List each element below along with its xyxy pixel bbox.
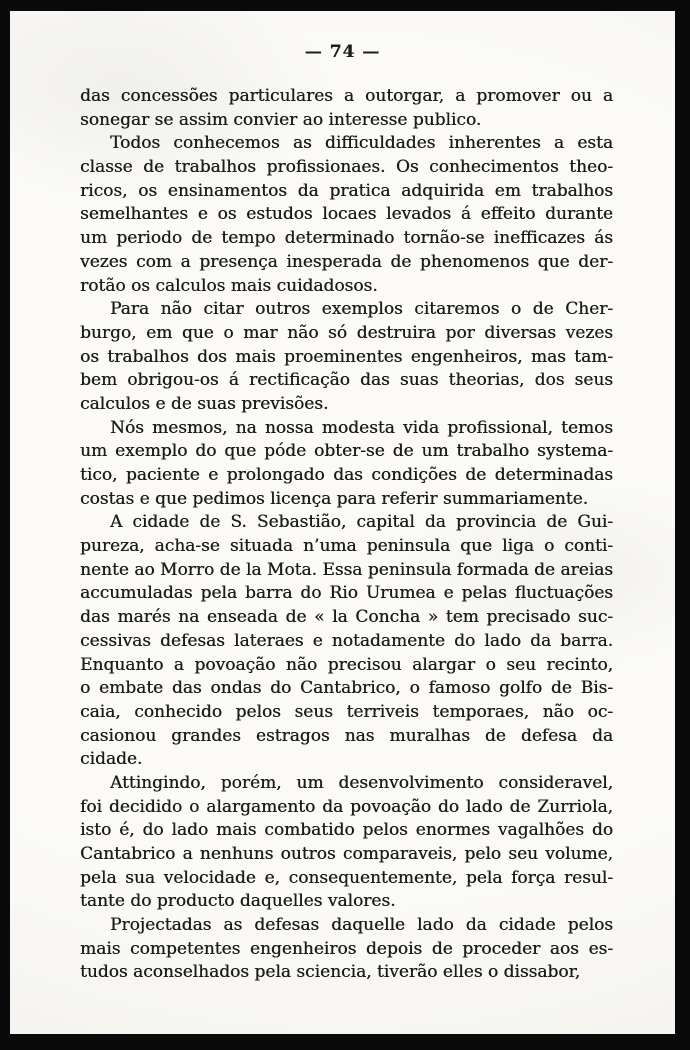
paragraph bbox=[80, 417, 613, 512]
book-page bbox=[10, 11, 675, 1034]
body-text bbox=[80, 85, 613, 985]
paragraph bbox=[80, 511, 613, 772]
text-line: o embate das ondas do Cantabrico, o famoso golfo de Bis- bbox=[80, 678, 613, 699]
text-line: foi decidido o alargamento da povoação do lado de Zurriola, bbox=[80, 796, 613, 817]
text-line: os trabalhos dos mais proeminentes engenheiros, mas tam- bbox=[80, 346, 613, 367]
text-line: Projectadas as defesas daquelle lado da cidade pelos bbox=[110, 915, 613, 936]
text-line: isto é, do lado mais combatido pelos enormes vagalhões do bbox=[80, 820, 613, 841]
page-number: — 74 — bbox=[304, 42, 381, 62]
text-line: rotão os calculos mais cuidadosos. bbox=[80, 275, 378, 296]
text-line: casionou grandes estragos nas muralhas de defesa da bbox=[80, 725, 613, 746]
text-line: das marés na enseada de « la Concha » tem precisado suc- bbox=[80, 607, 613, 628]
text-line: A cidade de S. Sebastião, capital da provincia de Gui- bbox=[110, 512, 613, 533]
text-line: cidade. bbox=[80, 749, 143, 770]
text-line: ricos, os ensinamentos da pratica adquirida em trabalhos bbox=[80, 180, 613, 201]
text-line: bem obrigou-os á rectificação das suas theorias, dos seus bbox=[80, 370, 613, 391]
text-line: cessivas defesas lateraes e notadamente do lado da barra. bbox=[80, 630, 613, 651]
text-line: Enquanto a povoação não precisou alargar o seu recinto, bbox=[80, 654, 613, 675]
paragraph bbox=[80, 132, 613, 298]
text-line: Nós mesmos, na nossa modesta vida profissional, temos bbox=[110, 417, 613, 438]
text-line: tudos aconselhados pela sciencia, tiverão elles o dissabor, bbox=[80, 962, 581, 983]
paragraph bbox=[80, 85, 613, 132]
text-line: Attingindo, porém, um desenvolvimento consideravel, bbox=[110, 772, 613, 793]
paragraph bbox=[80, 772, 613, 914]
text-line: calculos e de suas previsões. bbox=[80, 393, 329, 414]
text-line: vezes com a presença inesperada de phenomenos que der- bbox=[80, 251, 613, 272]
text-line: sonegar se assim convier ao interesse publico. bbox=[80, 109, 482, 130]
paragraph bbox=[80, 914, 613, 985]
text-line: semelhantes e os estudos locaes levados á effeito durante bbox=[80, 204, 613, 225]
text-line: pela sua velocidade e, consequentemente, pela força resul- bbox=[80, 867, 613, 888]
paragraph bbox=[80, 298, 613, 416]
text-line: um periodo de tempo determinado tornão-se inefficazes ás bbox=[80, 228, 613, 249]
text-line: mais competentes engenheiros depois de proceder aos es- bbox=[80, 938, 613, 959]
text-line: pureza, acha-se situada n’uma peninsula que liga o conti- bbox=[80, 536, 613, 557]
text-line: costas e que pedimos licença para referir summariamente. bbox=[80, 488, 589, 509]
text-line: nente ao Morro de la Mota. Essa peninsula formada de areias bbox=[80, 559, 613, 580]
text-line: classe de trabalhos profissionaes. Os conhecimentos theo- bbox=[80, 157, 613, 178]
text-line: um exemplo do que póde obter-se de um trabalho systema- bbox=[80, 441, 613, 462]
text-line: accumuladas pela barra do Rio Urumea e pelas fluctuações bbox=[80, 583, 613, 604]
text-line: das concessões particulares a outorgar, a promover ou a bbox=[80, 86, 613, 106]
text-line: Para não citar outros exemplos citaremos o de Cher- bbox=[110, 299, 613, 320]
text-line: Cantabrico a nenhuns outros comparaveis, pelo seu volume, bbox=[80, 844, 613, 864]
text-line: tante do producto daquelles valores. bbox=[80, 891, 396, 912]
text-line: tico, paciente e prolongado das condições de determinadas bbox=[80, 465, 613, 485]
text-line: Todos conhecemos as difficuldades inherentes a esta bbox=[110, 133, 613, 154]
text-line: burgo, em que o mar não só destruira por diversas vezes bbox=[80, 322, 613, 343]
text-line: caia, conhecido pelos seus terriveis temporaes, não oc- bbox=[80, 701, 613, 722]
